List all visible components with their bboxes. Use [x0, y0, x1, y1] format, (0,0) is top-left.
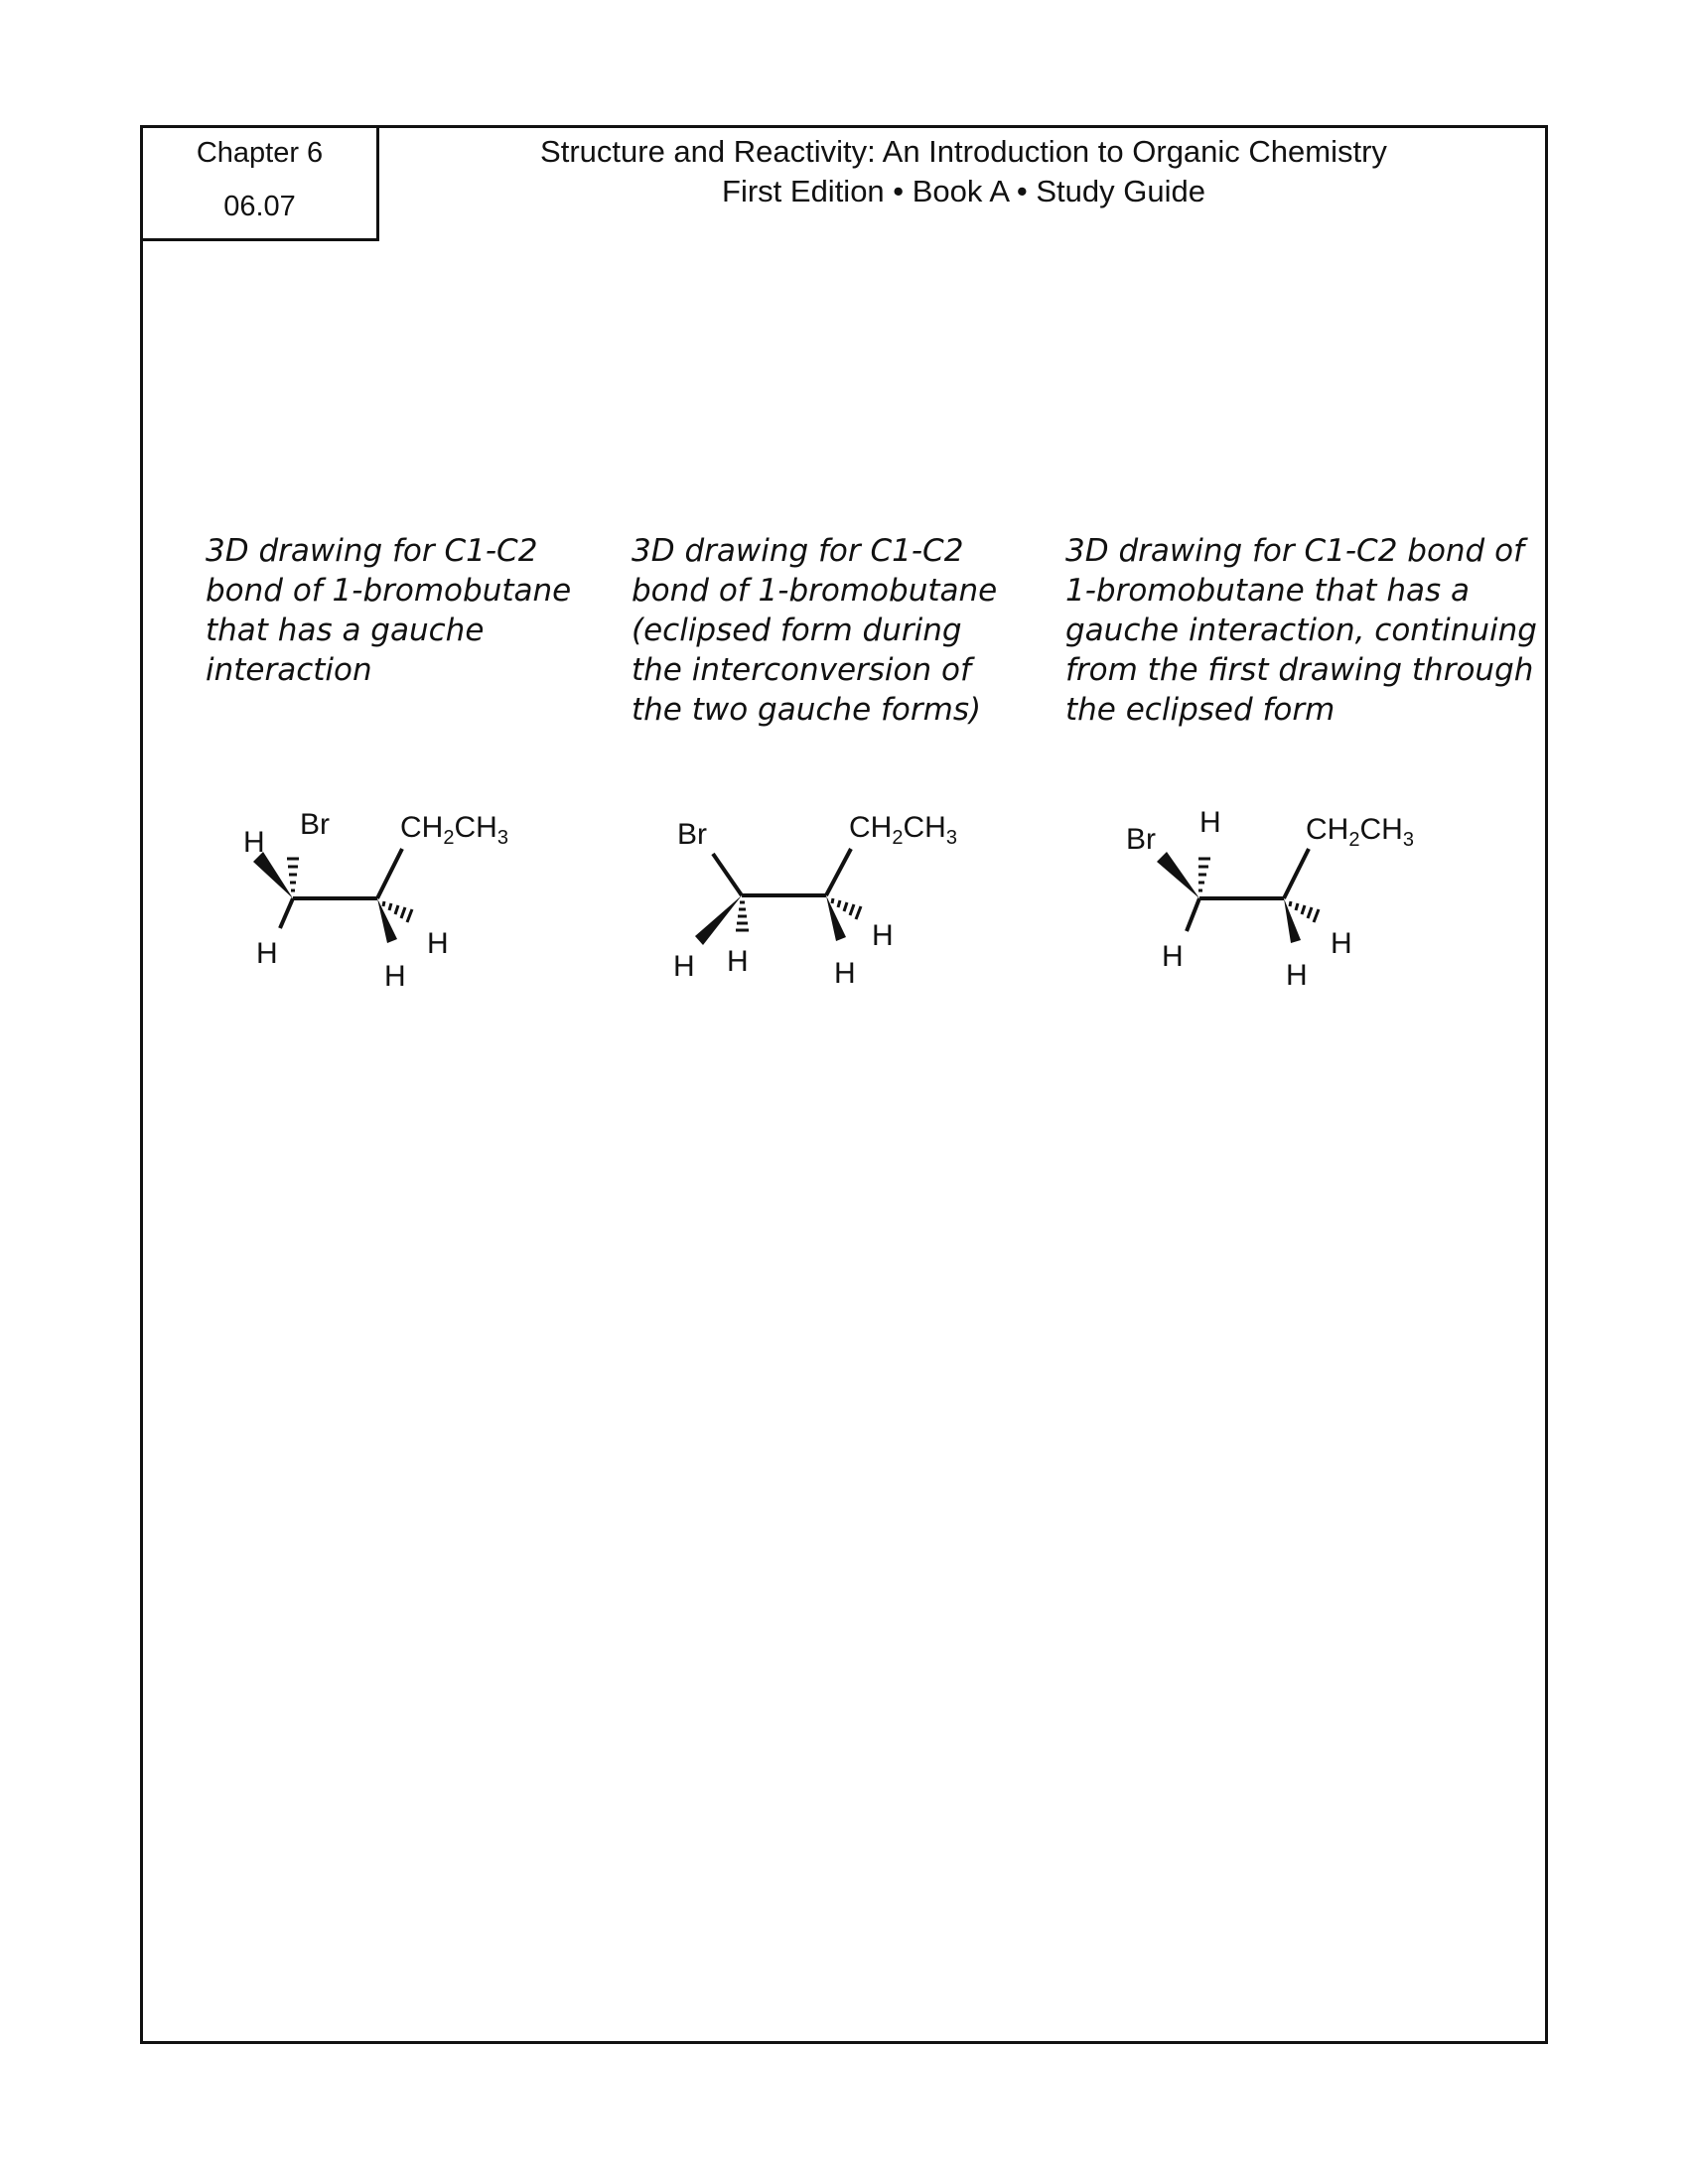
caption-gauche-2	[1065, 531, 1537, 730]
single-bond	[826, 849, 851, 895]
caption-line: 3D drawing for C1-C2 bond of	[1065, 533, 1524, 569]
hash-bond	[287, 859, 299, 890]
atom-label: H	[243, 826, 265, 859]
wedge-bond	[826, 895, 846, 941]
atom-label: H	[384, 960, 406, 993]
ethyl-ch: CH	[1306, 813, 1349, 846]
caption-line: 3D drawing for C1-C2	[632, 533, 964, 569]
ethyl-ch: CH	[849, 811, 893, 844]
caption-gauche-1	[206, 531, 571, 690]
chapter-label: Chapter 6	[196, 137, 324, 169]
caption-line: bond of 1-bromobutane	[632, 573, 998, 609]
ethyl-ch: CH	[454, 811, 497, 844]
page-frame	[140, 125, 1548, 2044]
atom-label: H	[1199, 806, 1221, 839]
single-bond	[1284, 849, 1309, 898]
caption-line: gauche interaction, continuing	[1065, 613, 1537, 648]
chapter-box	[140, 125, 379, 241]
ethyl-label	[1306, 813, 1414, 851]
caption-line: 1-bromobutane that has a	[1065, 573, 1470, 609]
structure-drawing	[1112, 794, 1470, 1013]
atom-label: H	[673, 950, 695, 983]
caption-line: the two gauche forms)	[632, 692, 982, 728]
wedge-bond	[377, 898, 397, 943]
single-bond	[377, 849, 402, 898]
wedge-bond	[1157, 852, 1199, 898]
single-bond	[1187, 898, 1199, 931]
hash-bond	[1290, 901, 1319, 922]
caption-line: 3D drawing for C1-C2	[206, 533, 538, 569]
atom-label: Br	[677, 818, 707, 851]
hash-bond	[736, 902, 749, 930]
atom-label: H	[727, 945, 749, 978]
molecule-gauche-2	[1112, 794, 1470, 1013]
atom-label: Br	[1126, 823, 1156, 856]
wedge-bond	[695, 895, 742, 945]
caption-line: the interconversion of	[632, 652, 971, 688]
atom-label: H	[872, 919, 894, 952]
molecule-eclipsed	[655, 794, 1013, 1013]
ethyl-subscript: 2	[443, 827, 455, 849]
atom-label: H	[256, 937, 278, 970]
caption-line: that has a gauche	[206, 613, 485, 648]
ethyl-subscript: 2	[1348, 829, 1360, 851]
caption-line: interaction	[206, 652, 372, 688]
book-title: Structure and Reactivity: An Introduction to Organic Chemistry	[540, 134, 1387, 169]
ethyl-ch: CH	[400, 811, 444, 844]
atom-label: H	[1162, 940, 1184, 973]
page-header	[379, 132, 1548, 211]
ethyl-subscript: 3	[945, 827, 957, 849]
single-bond	[713, 854, 742, 895]
ethyl-ch: CH	[1359, 813, 1403, 846]
caption-line: bond of 1-bromobutane	[206, 573, 572, 609]
caption-line: the eclipsed form	[1065, 692, 1336, 728]
caption-line: from the first drawing through	[1065, 652, 1534, 688]
ethyl-ch: CH	[903, 811, 946, 844]
atom-label: H	[1331, 927, 1352, 960]
structure-drawing	[218, 794, 576, 1013]
section-number: 06.07	[223, 191, 296, 222]
hash-bond	[1198, 859, 1210, 890]
structure-drawing	[655, 794, 1013, 1013]
atom-label: H	[427, 927, 449, 960]
hash-bond	[832, 898, 861, 919]
atom-label: Br	[300, 808, 330, 841]
hash-bond	[383, 901, 412, 922]
ethyl-label	[400, 811, 508, 849]
ethyl-subscript: 3	[1402, 829, 1414, 851]
book-subtitle: First Edition • Book A • Study Guide	[722, 174, 1205, 208]
single-bond	[280, 898, 293, 928]
ethyl-label	[849, 811, 957, 849]
caption-line: (eclipsed form during	[632, 613, 962, 648]
ethyl-subscript: 2	[892, 827, 904, 849]
caption-eclipsed	[632, 531, 997, 730]
atom-label: H	[834, 957, 856, 990]
molecule-gauche-1	[218, 794, 576, 1013]
atom-label: H	[1286, 959, 1308, 992]
ethyl-subscript: 3	[496, 827, 508, 849]
